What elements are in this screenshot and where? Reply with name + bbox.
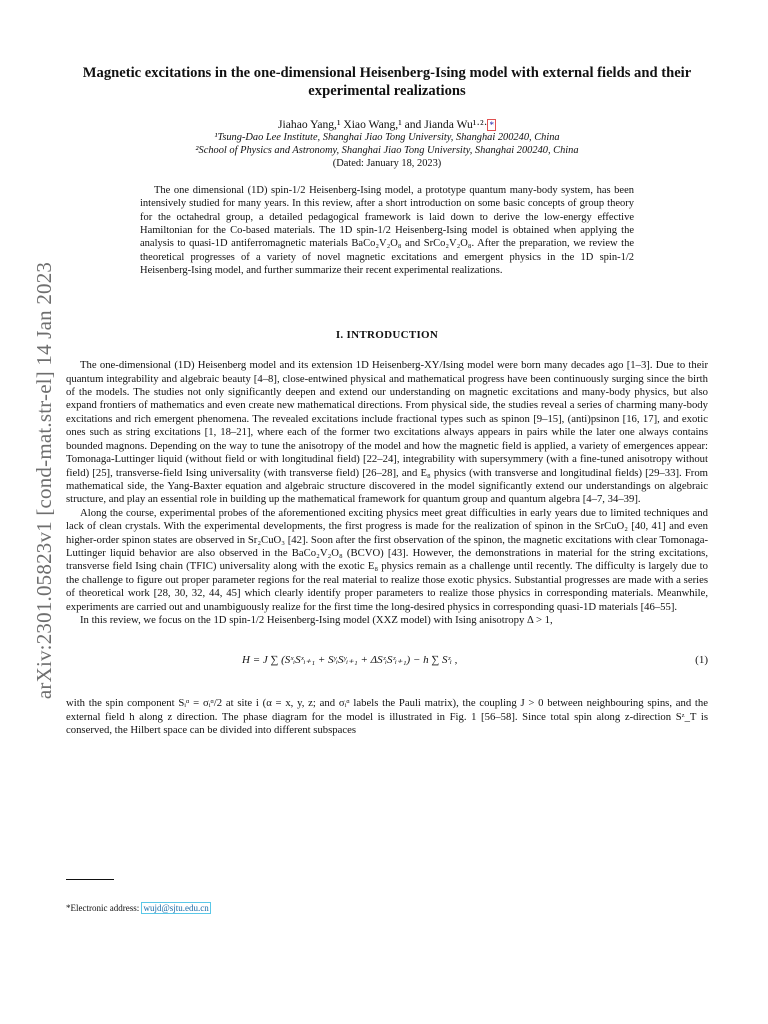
equation-body: H = J ∑ (SˣᵢSˣᵢ₊₁ + SʸᵢSʸᵢ₊₁ + ΔSᶻᵢSᶻᵢ₊₁) − h ∑ Sᶻᵢ , bbox=[242, 654, 458, 667]
body-paragraph-1: The one-dimensional (1D) Heisenberg model and its extension 1D Heisenberg-XY/Ising model were born many decades ago [1–3]. Due to their quantum integrability and algebraic beauty [4–8], close-entwined physical and mathematical progress have been continuously surging since the birth of the models. The studies not only significantly deepen and extend our understanding on magnetic excitations and many-body physics, but also expand frontiers of mathematics and even create new mathematical directions. From physical side, the studies reveal a series of charming many-body excitations and rich emergent phenomena. The revealed excitations include fractional types such as spinon [9–15], (anti)psinon [16, 17], and exotic ones such as string excitations [1, 18–21], where each of the former two excitations always appears in pairs while the later one always contains bounded magnons. Depending on the way to tune the anisotropy of the model and how the magnetic field is applied, a variety of emergences appear: Tomonaga-Luttinger liquid (without field or with longitudinal field) [22–24], integrability with supersymmery (with a fine-tuned anisotropy without field) [25], transverse-field Ising universality (with transverse field) [26–28], and E₈ physics (with transverse and longitudinal fields) [29–33]. From mathematical side, the Yang-Baxter equation and algebraic structure discovered in the model significantly extend our understandings on algebraic structure, and play an essential role in building up the mathematical framework for quantum group and quantum algebra [4–7, 34–39]. bbox=[66, 359, 708, 506]
body-paragraph-3: In this review, we focus on the 1D spin-1/2 Heisenberg-Ising model (XXZ model) with Ising anisotropy Δ > 1, bbox=[80, 613, 553, 626]
footnote bbox=[66, 903, 211, 913]
author-footnote-link[interactable]: * bbox=[489, 120, 494, 130]
body-paragraph-2: Along the course, experimental probes of the aforementioned exciting physics meet great difficulties in early years due to limited techniques and lack of clean crystals. With the experimental developments, the first progress is made for the realization of spinon in the SrCuO₂ [40, 41] and even higher-order spinon states are observed in Sr₂CuO₃ [42]. Soon after the first observation of the spinon, the magnetic excitations with clear Tomonaga-Luttinger liquid behavior are also observed in the BaCo₂V₂O₈ (BCVO) [43]. However, the demonstrations in material for the string excitations, transverse field Ising chain (TFIC) universality along with the exotic E₈ physics remain as a challenge until recently. The difficulty is largely due to the challenge to figure out proper parameter regions for the real material to realize those exotic physics. Substantial progresses are made with a series of theoretical work [28, 30, 32, 44, 45] which clearly identify proper parameters to realize those physics in corresponding materials. Meanwhile, experiments are carried out and unambiguously realize for the first time the long-desired physics in corresponding quasi-1D materials [46–55]. bbox=[66, 506, 708, 613]
affiliation-1: ¹Tsung-Dao Lee Institute, Shanghai Jiao Tong University, Shanghai 200240, China bbox=[214, 132, 560, 143]
author-list bbox=[66, 118, 708, 132]
body-paragraph-4: with the spin component Sᵢᵅ = σᵢᵅ/2 at site i (α = x, y, z; and σᵢᵅ labels the Pauli matrix), the coupling J > 0 between neighbouring spins, and the external field h along z direction. The phase diagram for the model is illustrated in Fig. 1 [56–58]. Since total spin along z-direction Sᶻ_T is conserved, the Hilbert space can be divided into different subspaces bbox=[66, 697, 708, 737]
equation-1 bbox=[66, 641, 708, 685]
paper-title: Magnetic excitations in the one-dimensional Heisenberg-Ising model with external fields and their experimental realizations bbox=[82, 65, 692, 99]
paper-content bbox=[66, 64, 708, 738]
arxiv-side-stamp bbox=[20, 250, 70, 710]
equation-number: (1) bbox=[695, 654, 708, 667]
affiliation-2: ²School of Physics and Astronomy, Shanghai Jiao Tong University, Shanghai 200240, China bbox=[195, 144, 579, 156]
email-link[interactable]: wujd@sjtu.edu.cn bbox=[143, 903, 209, 913]
footnote-divider bbox=[66, 879, 114, 880]
section-heading-introduction: I. INTRODUCTION bbox=[335, 329, 439, 342]
footnote-label: *Electronic address: bbox=[66, 903, 142, 913]
arxiv-id-text: arXiv:2301.05823v1 [cond-mat.str-el] 14 Jan 2023 bbox=[32, 261, 57, 699]
abstract: The one dimensional (1D) spin-1/2 Heisenberg-Ising model, a prototype quantum many-body system, has been intensively studied for many years. In this review, after a short introduction on some basic concepts of group theory for the octahedral group, a detailed pedagogical framework is laid down to derive the low-energy effective Hamiltonian for the Co-based materials. The 1D spin-1/2 Heisenberg-Ising model is obtained when applying the analysis to quasi-1D antiferromagnetic materials BaCo₂V₂O₈ and SrCo₂V₂O₈. After the preparation, we review the theoretical progresses of a variety of novel magnetic excitations and emergent physics in the 1D spin-1/2 Heisenberg-Ising model, and further summarize their recent experimental realizations. bbox=[140, 185, 634, 276]
date-line: (Dated: January 18, 2023) bbox=[332, 158, 442, 170]
authors-text: Jiahao Yang,¹ Xiao Wang,¹ and Jianda Wu¹·²· bbox=[278, 118, 488, 131]
